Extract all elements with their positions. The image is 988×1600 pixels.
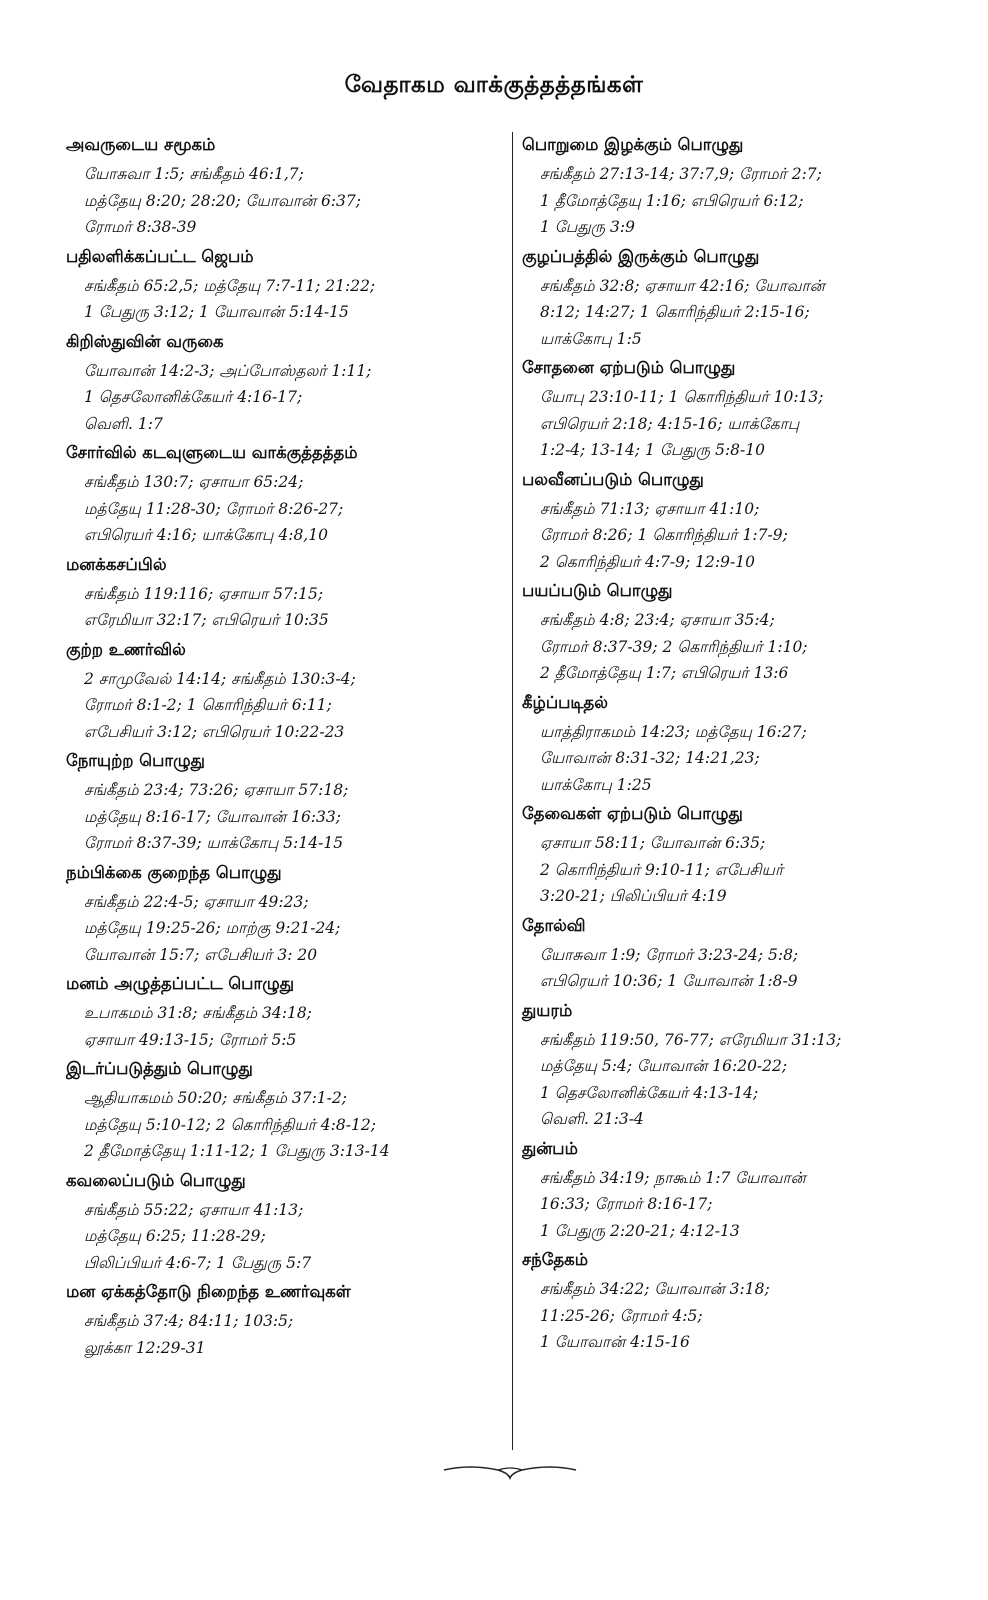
- reference-line: 11:25-26; ரோமர் 4:5;: [540, 1306, 703, 1325]
- section-heading: அவருடைய சமூகம்: [66, 135, 216, 154]
- section-heading: குழப்பத்தில் இருக்கும் பொழுது: [522, 246, 760, 266]
- verse-references: [522, 384, 952, 464]
- verse-references: [66, 777, 496, 857]
- section-heading: இடர்ப்படுத்தும் பொழுது: [66, 1059, 253, 1078]
- promise-section: [66, 132, 496, 241]
- section-heading: கீழ்ப்படிதல்: [522, 692, 608, 712]
- section-heading: சோர்வில் கடவுளுடைய வாக்குத்தத்தம்: [66, 443, 358, 462]
- page-title: வேதாகம வாக்குத்தத்தங்கள்: [344, 72, 644, 98]
- promise-section: [522, 801, 952, 910]
- reference-line: யாத்திராகமம் 14:23; மத்தேயு 16:27;: [540, 722, 807, 741]
- reference-line: மத்தேயு 8:20; 28:20; யோவான் 6:37;: [84, 191, 361, 210]
- promise-section: [66, 552, 496, 634]
- reference-line: வெளி. 1:7: [84, 414, 163, 433]
- section-heading: குற்ற உணர்வில்: [66, 639, 186, 659]
- reference-line: 2 தீமோத்தேயு 1:11-12; 1 பேதுரு 3:13-14: [84, 1142, 390, 1160]
- reference-line: சங்கீதம் 130:7; ஏசாயா 65:24;: [84, 473, 304, 491]
- verse-references: [66, 161, 496, 241]
- promise-section: [66, 860, 496, 969]
- reference-line: சங்கீதம் 55:22; ஏசாயா 41:13;: [84, 1200, 304, 1219]
- column-divider: [512, 132, 513, 1450]
- verse-references: [522, 273, 952, 353]
- reference-line: எபிரெயர் 4:16; யாக்கோபு 4:8,10: [84, 526, 328, 544]
- promise-section: [522, 578, 952, 687]
- promise-section: [522, 467, 952, 576]
- reference-line: யோவான் 15:7; எபேசியர் 3: 20: [84, 945, 318, 964]
- section-heading: துயரம்: [522, 1000, 573, 1020]
- reference-line: 1 பேதுரு 2:20-21; 4:12-13: [540, 1221, 740, 1240]
- reference-line: 16:33; ரோமர் 8:16-17;: [540, 1195, 713, 1213]
- reference-line: எபேசியர் 3:12; எபிரெயர் 10:22-23: [84, 722, 345, 741]
- promise-section: [66, 1056, 496, 1165]
- left-column: [66, 132, 496, 1364]
- section-heading: பதிலளிக்கப்பட்ட ஜெபம்: [66, 246, 254, 266]
- verse-references: [66, 273, 496, 326]
- promise-section: [66, 244, 496, 326]
- reference-line: மத்தேயு 5:10-12; 2 கொரிந்தியர் 4:8-12;: [84, 1115, 376, 1134]
- section-heading: பொறுமை இழக்கும் பொழுது: [522, 135, 744, 154]
- reference-line: சங்கீதம் 23:4; 73:26; ஏசாயா 57:18;: [84, 781, 349, 799]
- reference-line: எபிரெயர் 2:18; 4:15-16; யாக்கோபு: [540, 414, 800, 433]
- ornament-flourish: [440, 1462, 580, 1480]
- reference-line: ரோமர் 8:37-39; 2 கொரிந்தியர் 1:10;: [540, 637, 808, 656]
- reference-line: எபிரெயர் 10:36; 1 யோவான் 1:8-9: [540, 972, 798, 990]
- reference-line: ரோமர் 8:38-39: [84, 218, 197, 236]
- reference-line: யோவான் 8:31-32; 14:21,23;: [540, 749, 760, 767]
- reference-line: சங்கீதம் 32:8; ஏசாயா 42:16; யோவான்: [540, 276, 825, 295]
- promise-section: [66, 329, 496, 438]
- right-column: [522, 132, 952, 1359]
- reference-line: 1 தீமோத்தேயு 1:16; எபிரெயர் 6:12;: [540, 191, 804, 210]
- reference-line: யோசுவா 1:9; ரோமர் 3:23-24; 5:8;: [540, 945, 799, 964]
- section-heading: நம்பிக்கை குறைந்த பொழுது: [66, 862, 282, 882]
- promise-section: [66, 1279, 496, 1361]
- promise-section: [522, 998, 952, 1133]
- reference-line: சங்கீதம் 71:13; ஏசாயா 41:10;: [540, 499, 760, 518]
- reference-line: சங்கீதம் 65:2,5; மத்தேயு 7:7-11; 21:22;: [84, 276, 376, 295]
- reference-line: சங்கீதம் 34:19; நாகூம் 1:7 யோவான்: [540, 1168, 806, 1187]
- section-heading: துன்பம்: [522, 1138, 578, 1158]
- reference-line: ரோமர் 8:26; 1 கொரிந்தியர் 1:7-9;: [540, 526, 788, 544]
- promise-section: [66, 971, 496, 1053]
- verse-references: [522, 942, 952, 995]
- verse-references: [66, 1000, 496, 1053]
- promise-section: [522, 913, 952, 995]
- reference-line: மத்தேயு 6:25; 11:28-29;: [84, 1227, 266, 1245]
- section-heading: மனக்கசப்பில்: [66, 554, 167, 574]
- reference-line: யாக்கோபு 1:25: [540, 775, 652, 794]
- verse-references: [66, 1308, 496, 1361]
- reference-line: 2 கொரிந்தியர் 4:7-9; 12:9-10: [540, 552, 755, 571]
- section-heading: மன ஏக்கத்தோடு நிறைந்த உணர்வுகள்: [66, 1282, 351, 1301]
- section-heading: தோல்வி: [522, 915, 586, 935]
- reference-line: சங்கீதம் 119:50, 76-77; எரேமியா 31:13;: [540, 1030, 842, 1049]
- verse-references: [522, 1027, 952, 1133]
- section-heading: சந்தேகம்: [522, 1250, 589, 1269]
- promise-section: [66, 440, 496, 549]
- reference-line: உபாகமம் 31:8; சங்கீதம் 34:18;: [84, 1004, 312, 1022]
- verse-references: [522, 161, 952, 241]
- reference-line: மத்தேயு 11:28-30; ரோமர் 8:26-27;: [84, 499, 344, 518]
- reference-line: சங்கீதம் 22:4-5; ஏசாயா 49:23;: [84, 892, 309, 911]
- section-heading: கவலைப்படும் பொழுது: [66, 1170, 246, 1190]
- reference-line: 2 கொரிந்தியர் 9:10-11; எபேசியர்: [540, 860, 784, 879]
- reference-line: 1 பேதுரு 3:9: [540, 218, 636, 236]
- verse-references: [66, 666, 496, 746]
- reference-line: வெளி. 21:3-4: [540, 1110, 644, 1128]
- reference-line: சங்கீதம் 4:8; 23:4; ஏசாயா 35:4;: [540, 611, 775, 629]
- reference-line: சங்கீதம் 34:22; யோவான் 3:18;: [540, 1280, 770, 1298]
- verse-references: [66, 469, 496, 549]
- reference-line: யோபு 23:10-11; 1 கொரிந்தியர் 10:13;: [540, 388, 824, 406]
- reference-line: 2 சாமுவேல் 14:14; சங்கீதம் 130:3-4;: [84, 669, 356, 688]
- promise-section: [522, 355, 952, 464]
- verse-references: [522, 719, 952, 799]
- verse-references: [522, 607, 952, 687]
- verse-references: [66, 889, 496, 969]
- reference-line: மத்தேயு 5:4; யோவான் 16:20-22;: [540, 1057, 788, 1075]
- reference-line: ரோமர் 8:1-2; 1 கொரிந்தியர் 6:11;: [84, 696, 332, 714]
- reference-line: மத்தேயு 8:16-17; யோவான் 16:33;: [84, 807, 341, 826]
- reference-line: மத்தேயு 19:25-26; மாற்கு 9:21-24;: [84, 919, 341, 937]
- promise-section: [66, 1168, 496, 1277]
- reference-line: ஏசாயா 49:13-15; ரோமர் 5:5: [84, 1030, 297, 1049]
- promise-section: [522, 1136, 952, 1245]
- verse-references: [66, 581, 496, 634]
- reference-line: யோவான் 14:2-3; அப்போஸ்தலர் 1:11;: [84, 361, 372, 380]
- section-heading: பலவீனப்படும் பொழுது: [522, 469, 704, 489]
- promise-section: [66, 637, 496, 746]
- reference-line: 1 யோவான் 4:15-16: [540, 1333, 690, 1351]
- section-heading: பயப்படும் பொழுது: [522, 581, 673, 600]
- reference-line: ஏசாயா 58:11; யோவான் 6:35;: [540, 834, 766, 852]
- promise-section: [522, 690, 952, 799]
- reference-line: சங்கீதம் 27:13-14; 37:7,9; ரோமர் 2:7;: [540, 165, 822, 183]
- reference-line: சங்கீதம் 37:4; 84:11; 103:5;: [84, 1312, 294, 1330]
- promise-section: [522, 244, 952, 353]
- section-heading: சோதனை ஏற்படும் பொழுது: [522, 358, 736, 377]
- verse-references: [66, 1085, 496, 1165]
- reference-line: பிலிப்பியர் 4:6-7; 1 பேதுரு 5:7: [84, 1253, 312, 1272]
- reference-line: 1 தெசலோனிக்கேயர் 4:13-14;: [540, 1083, 759, 1102]
- promise-section: [522, 1247, 952, 1356]
- verse-references: [522, 496, 952, 576]
- verse-references: [522, 1276, 952, 1356]
- reference-line: 1 பேதுரு 3:12; 1 யோவான் 5:14-15: [84, 303, 349, 321]
- reference-line: 1:2-4; 13-14; 1 பேதுரு 5:8-10: [540, 441, 765, 459]
- reference-line: 1 தெசலோனிக்கேயர் 4:16-17;: [84, 388, 303, 406]
- verse-references: [66, 1197, 496, 1277]
- reference-line: யாக்கோபு 1:5: [540, 329, 642, 348]
- reference-line: ரோமர் 8:37-39; யாக்கோபு 5:14-15: [84, 834, 344, 852]
- section-heading: கிறிஸ்துவின் வருகை: [66, 331, 224, 351]
- verse-references: [522, 1165, 952, 1245]
- reference-line: யோசுவா 1:5; சங்கீதம் 46:1,7;: [84, 165, 304, 183]
- section-heading: நோயுற்ற பொழுது: [66, 751, 205, 770]
- reference-line: லூக்கா 12:29-31: [84, 1338, 206, 1357]
- reference-line: 2 தீமோத்தேயு 1:7; எபிரெயர் 13:6: [540, 664, 789, 682]
- section-heading: தேவைகள் ஏற்படும் பொழுது: [522, 804, 743, 823]
- verse-references: [522, 830, 952, 910]
- reference-line: எரேமியா 32:17; எபிரெயர் 10:35: [84, 611, 329, 629]
- verse-references: [66, 358, 496, 438]
- reference-line: ஆதியாகமம் 50:20; சங்கீதம் 37:1-2;: [84, 1089, 347, 1107]
- promise-section: [66, 748, 496, 857]
- promise-section: [522, 132, 952, 241]
- reference-line: 8:12; 14:27; 1 கொரிந்தியர் 2:15-16;: [540, 303, 810, 321]
- reference-line: சங்கீதம் 119:116; ஏசாயா 57:15;: [84, 584, 324, 603]
- section-heading: மனம் அழுத்தப்பட்ட பொழுது: [66, 974, 295, 993]
- reference-line: 3:20-21; பிலிப்பியர் 4:19: [540, 887, 727, 905]
